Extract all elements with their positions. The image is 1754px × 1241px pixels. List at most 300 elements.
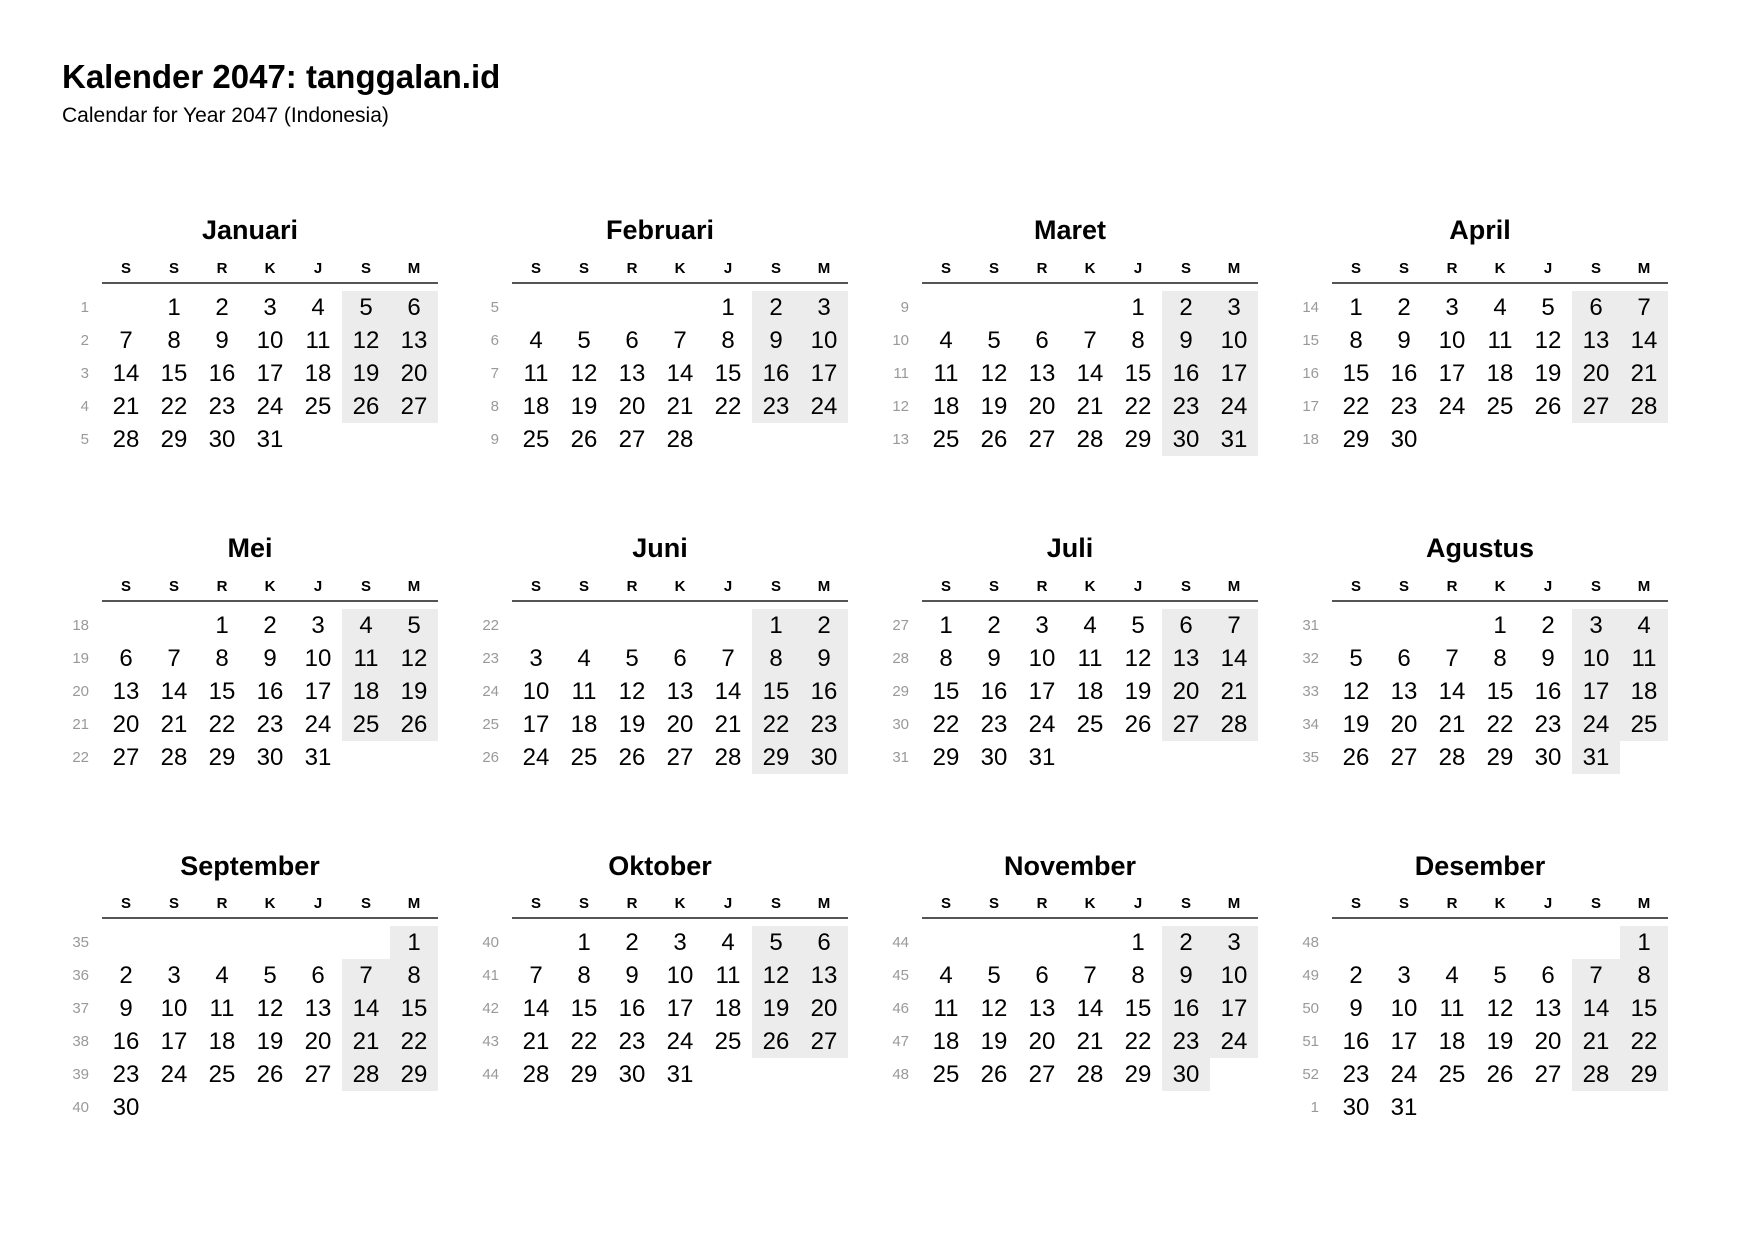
date-cell: 26 (256, 1061, 284, 1089)
week-number: 44 (482, 1066, 499, 1084)
date-cell: 27 (1028, 1061, 1056, 1089)
week-number: 22 (72, 748, 89, 766)
date-cell: 30 (618, 1061, 646, 1089)
date-cell: 17 (1572, 675, 1620, 708)
week-number: 36 (72, 967, 89, 985)
week-number: 18 (72, 616, 89, 634)
date-cell: 6 (1162, 609, 1210, 642)
date-cell: 20 (1162, 675, 1210, 708)
date-cell: 10 (522, 677, 550, 705)
date-cell: 7 (1572, 959, 1620, 992)
date-cell (1620, 741, 1668, 774)
date-cell: 29 (390, 1058, 438, 1091)
date-cell: 3 (167, 962, 181, 990)
date-cell: 18 (342, 675, 390, 708)
day-header: J (294, 893, 342, 919)
date-cell (198, 1091, 246, 1124)
month-table (1292, 893, 1668, 1124)
date-cell: 5 (1131, 611, 1145, 639)
date-cell (246, 1091, 294, 1124)
day-header: M (1620, 576, 1668, 602)
day-header: S (150, 576, 198, 602)
date-cell: 1 (1349, 293, 1363, 321)
day-header: J (1114, 576, 1162, 602)
date-cell: 30 (980, 743, 1008, 771)
month-desember (1292, 852, 1668, 1125)
date-cell: 15 (1124, 995, 1152, 1023)
day-header: S (1162, 576, 1210, 602)
month-juli (882, 534, 1258, 774)
date-cell: 15 (570, 995, 598, 1023)
date-cell: 8 (752, 642, 800, 675)
day-header: J (1524, 258, 1572, 284)
date-cell: 8 (1131, 962, 1145, 990)
date-cell: 15 (390, 992, 438, 1025)
week-number: 4 (80, 397, 89, 415)
date-cell (1572, 423, 1620, 456)
date-cell: 10 (1438, 326, 1466, 354)
day-header: J (294, 576, 342, 602)
week-number: 49 (1302, 967, 1319, 985)
week-number: 15 (1302, 331, 1319, 349)
day-header: S (1332, 576, 1380, 602)
date-cell: 8 (1131, 326, 1145, 354)
week-number: 48 (1302, 934, 1319, 952)
date-cell: 1 (939, 611, 953, 639)
page-title: Kalender 2047: tanggalan.id (62, 58, 501, 95)
date-cell: 12 (1486, 995, 1514, 1023)
date-cell: 27 (800, 1025, 848, 1058)
week-number: 32 (1302, 649, 1319, 667)
date-cell: 22 (570, 1028, 598, 1056)
date-cell: 23 (752, 390, 800, 423)
week-number: 37 (72, 1000, 89, 1018)
date-cell: 3 (1445, 293, 1459, 321)
date-cell (1428, 609, 1476, 642)
date-cell (560, 291, 608, 324)
date-cell: 28 (666, 425, 694, 453)
month-agustus (1292, 534, 1668, 774)
date-cell (1428, 423, 1476, 456)
day-header: S (1332, 893, 1380, 919)
date-cell (294, 926, 342, 959)
date-cell: 1 (721, 293, 735, 321)
week-number: 41 (482, 967, 499, 985)
month-title: Agustus (1426, 532, 1534, 563)
date-cell: 20 (112, 710, 140, 738)
date-cell (704, 423, 752, 456)
date-cell (390, 741, 438, 774)
date-cell: 28 (1620, 390, 1668, 423)
date-cell: 20 (1028, 392, 1056, 420)
date-cell: 18 (570, 710, 598, 738)
date-cell: 27 (1162, 708, 1210, 741)
week-number: 51 (1302, 1033, 1319, 1051)
month-februari (472, 216, 848, 456)
date-cell (1524, 1091, 1572, 1124)
date-cell: 29 (160, 425, 188, 453)
day-header: R (1428, 258, 1476, 284)
date-cell: 22 (1342, 392, 1370, 420)
date-cell: 29 (1620, 1058, 1668, 1091)
date-cell: 23 (1534, 710, 1562, 738)
week-number: 17 (1302, 397, 1319, 415)
date-cell (1428, 926, 1476, 959)
day-header: K (1066, 258, 1114, 284)
date-cell: 20 (390, 357, 438, 390)
date-cell: 14 (522, 995, 550, 1023)
day-header: S (1162, 258, 1210, 284)
date-cell: 29 (1486, 743, 1514, 771)
date-cell: 31 (1390, 1094, 1418, 1122)
date-cell: 6 (390, 291, 438, 324)
week-number-header (472, 576, 512, 609)
month-title: Januari (201, 215, 299, 246)
date-cell: 24 (1572, 708, 1620, 741)
date-cell: 26 (342, 390, 390, 423)
day-header: S (1332, 258, 1380, 284)
day-header: S (512, 576, 560, 602)
date-cell: 28 (714, 743, 742, 771)
day-header: R (608, 576, 656, 602)
week-number-header (62, 576, 102, 609)
date-cell: 21 (1210, 675, 1258, 708)
date-cell: 2 (625, 929, 639, 957)
date-cell (608, 291, 656, 324)
date-cell: 10 (800, 324, 848, 357)
date-cell: 4 (721, 929, 735, 957)
date-cell (150, 609, 198, 642)
date-cell: 31 (1210, 423, 1258, 456)
date-cell: 30 (1390, 425, 1418, 453)
date-cell: 18 (1076, 677, 1104, 705)
day-header: K (1066, 576, 1114, 602)
date-cell: 6 (1035, 962, 1049, 990)
day-header: R (608, 893, 656, 919)
date-cell (1572, 1091, 1620, 1124)
date-cell: 31 (1028, 743, 1056, 771)
date-cell: 2 (215, 293, 229, 321)
date-cell: 15 (1342, 359, 1370, 387)
date-cell: 3 (529, 644, 543, 672)
date-cell: 8 (939, 644, 953, 672)
date-cell: 15 (752, 675, 800, 708)
week-number: 21 (72, 715, 89, 733)
date-cell: 2 (987, 611, 1001, 639)
date-cell: 30 (1162, 423, 1210, 456)
date-cell (1332, 926, 1380, 959)
date-cell: 19 (980, 1028, 1008, 1056)
date-cell: 1 (577, 929, 591, 957)
date-cell (704, 609, 752, 642)
date-cell: 13 (1162, 642, 1210, 675)
date-cell (608, 609, 656, 642)
date-cell: 17 (1028, 677, 1056, 705)
date-cell: 19 (1534, 359, 1562, 387)
date-cell: 2 (1541, 611, 1555, 639)
date-cell: 1 (752, 609, 800, 642)
date-cell: 27 (390, 390, 438, 423)
date-cell: 25 (1620, 708, 1668, 741)
date-cell: 22 (1124, 1028, 1152, 1056)
date-cell: 17 (522, 710, 550, 738)
date-cell: 11 (1620, 642, 1668, 675)
week-number: 6 (490, 331, 499, 349)
date-cell: 8 (1620, 959, 1668, 992)
week-number: 40 (482, 934, 499, 952)
date-cell: 13 (112, 677, 140, 705)
date-cell: 24 (1028, 710, 1056, 738)
date-cell: 9 (1162, 324, 1210, 357)
date-cell: 14 (342, 992, 390, 1025)
date-cell: 11 (715, 962, 741, 990)
date-cell: 21 (160, 710, 188, 738)
date-cell: 17 (304, 677, 332, 705)
week-number: 34 (1302, 715, 1319, 733)
date-cell: 19 (1342, 710, 1370, 738)
week-number: 23 (482, 649, 499, 667)
date-cell: 26 (1124, 710, 1152, 738)
date-cell (1018, 291, 1066, 324)
month-table (62, 258, 438, 456)
date-cell: 11 (1439, 995, 1465, 1023)
day-header: J (294, 258, 342, 284)
date-cell: 21 (714, 710, 742, 738)
week-number: 46 (892, 1000, 909, 1018)
date-cell: 14 (666, 359, 694, 387)
date-cell: 11 (933, 995, 959, 1023)
day-header: S (1380, 576, 1428, 602)
week-number: 1 (80, 298, 89, 316)
date-cell: 4 (1083, 611, 1097, 639)
date-cell (1210, 1058, 1258, 1091)
date-cell: 13 (1390, 677, 1418, 705)
date-cell: 18 (1620, 675, 1668, 708)
week-number: 10 (892, 331, 909, 349)
day-header: S (752, 576, 800, 602)
date-cell: 26 (1342, 743, 1370, 771)
date-cell: 23 (112, 1061, 140, 1089)
date-cell: 13 (390, 324, 438, 357)
day-header: R (1018, 893, 1066, 919)
day-header: S (102, 893, 150, 919)
date-cell: 21 (1572, 1025, 1620, 1058)
date-cell: 10 (160, 995, 188, 1023)
date-cell: 26 (752, 1025, 800, 1058)
date-cell: 15 (1124, 359, 1152, 387)
date-cell: 10 (1028, 644, 1056, 672)
date-cell: 10 (256, 326, 284, 354)
date-cell: 3 (673, 929, 687, 957)
date-cell: 27 (304, 1061, 332, 1089)
date-cell: 28 (1210, 708, 1258, 741)
date-cell: 11 (1487, 326, 1513, 354)
date-cell: 16 (1162, 357, 1210, 390)
date-cell: 24 (256, 392, 284, 420)
date-cell: 9 (1349, 995, 1363, 1023)
week-number: 50 (1302, 1000, 1319, 1018)
week-number: 24 (482, 682, 499, 700)
week-number: 7 (490, 364, 499, 382)
month-table (1292, 576, 1668, 774)
date-cell: 9 (625, 962, 639, 990)
date-cell: 27 (1028, 425, 1056, 453)
date-cell: 2 (1397, 293, 1411, 321)
date-cell (656, 291, 704, 324)
date-cell: 9 (987, 644, 1001, 672)
month-title: November (1003, 850, 1137, 881)
day-header: R (1428, 893, 1476, 919)
date-cell (800, 1058, 848, 1091)
date-cell: 21 (522, 1028, 550, 1056)
date-cell: 11 (342, 642, 390, 675)
date-cell (1428, 1091, 1476, 1124)
date-cell (1066, 291, 1114, 324)
week-number: 43 (482, 1033, 499, 1051)
date-cell: 2 (800, 609, 848, 642)
date-cell (1380, 926, 1428, 959)
month-juni (472, 534, 848, 774)
month-oktober (472, 852, 848, 1125)
date-cell: 24 (1390, 1061, 1418, 1089)
date-cell: 28 (1438, 743, 1466, 771)
date-cell: 7 (342, 959, 390, 992)
day-header: J (1524, 893, 1572, 919)
date-cell: 1 (167, 293, 181, 321)
date-cell (1066, 926, 1114, 959)
date-cell: 3 (1035, 611, 1049, 639)
date-cell: 17 (666, 995, 694, 1023)
date-cell (1620, 1091, 1668, 1124)
date-cell (102, 291, 150, 324)
date-cell: 8 (390, 959, 438, 992)
day-header: M (1210, 576, 1258, 602)
date-cell: 28 (1572, 1058, 1620, 1091)
date-cell: 21 (342, 1025, 390, 1058)
date-cell: 7 (673, 326, 687, 354)
date-cell: 31 (256, 425, 284, 453)
month-title: Juli (1046, 532, 1094, 563)
date-cell: 7 (1083, 326, 1097, 354)
date-cell: 28 (1076, 1061, 1104, 1089)
day-header: M (1620, 258, 1668, 284)
date-cell (1332, 609, 1380, 642)
date-cell: 14 (160, 677, 188, 705)
month-title: Maret (1033, 215, 1107, 246)
date-cell: 20 (1534, 1028, 1562, 1056)
date-cell: 4 (939, 326, 953, 354)
date-cell (922, 926, 970, 959)
day-header: S (752, 258, 800, 284)
week-number: 35 (72, 934, 89, 952)
week-number-header (882, 893, 922, 926)
day-header: M (800, 258, 848, 284)
date-cell: 21 (666, 392, 694, 420)
date-cell (656, 609, 704, 642)
date-cell (1524, 423, 1572, 456)
day-header: S (1572, 576, 1620, 602)
date-cell: 25 (522, 425, 550, 453)
day-header: J (1114, 258, 1162, 284)
date-cell: 3 (263, 293, 277, 321)
date-cell: 13 (666, 677, 694, 705)
date-cell: 14 (1572, 992, 1620, 1025)
date-cell: 4 (1620, 609, 1668, 642)
date-cell: 23 (618, 1028, 646, 1056)
date-cell: 24 (666, 1028, 694, 1056)
date-cell: 27 (1572, 390, 1620, 423)
date-cell (1380, 609, 1428, 642)
date-cell (1476, 423, 1524, 456)
week-number: 33 (1302, 682, 1319, 700)
date-cell: 31 (666, 1061, 694, 1089)
week-number: 8 (490, 397, 499, 415)
date-cell: 17 (1210, 357, 1258, 390)
month-maret (882, 216, 1258, 456)
month-table (472, 258, 848, 456)
months-grid (62, 216, 1754, 1124)
date-cell: 24 (1438, 392, 1466, 420)
date-cell: 9 (800, 642, 848, 675)
date-cell: 25 (304, 392, 332, 420)
date-cell: 22 (714, 392, 742, 420)
week-number: 14 (1302, 298, 1319, 316)
date-cell: 25 (714, 1028, 742, 1056)
date-cell: 19 (342, 357, 390, 390)
date-cell: 21 (1076, 392, 1104, 420)
date-cell: 31 (304, 743, 332, 771)
day-header: M (1620, 893, 1668, 919)
date-cell (1572, 926, 1620, 959)
date-cell: 16 (1342, 1028, 1370, 1056)
week-number: 25 (482, 715, 499, 733)
month-table (62, 576, 438, 774)
date-cell: 6 (625, 326, 639, 354)
day-header: M (390, 258, 438, 284)
date-cell (390, 1091, 438, 1124)
date-cell: 9 (215, 326, 229, 354)
date-cell: 10 (666, 962, 694, 990)
date-cell: 24 (1210, 390, 1258, 423)
day-header: K (246, 258, 294, 284)
day-header: S (922, 576, 970, 602)
week-number: 13 (892, 430, 909, 448)
day-header: K (1476, 258, 1524, 284)
date-cell (970, 926, 1018, 959)
week-number: 31 (1302, 616, 1319, 634)
day-header: S (970, 258, 1018, 284)
date-cell: 13 (1028, 359, 1056, 387)
date-cell: 8 (215, 644, 229, 672)
date-cell (102, 926, 150, 959)
week-number: 11 (893, 364, 909, 382)
date-cell: 17 (1390, 1028, 1418, 1056)
week-number: 1 (1310, 1099, 1319, 1117)
date-cell: 18 (932, 392, 960, 420)
date-cell: 5 (625, 644, 639, 672)
date-cell: 10 (1210, 959, 1258, 992)
week-number: 12 (892, 397, 909, 415)
date-cell: 13 (1028, 995, 1056, 1023)
date-cell (1018, 926, 1066, 959)
date-cell: 7 (721, 644, 735, 672)
date-cell: 1 (390, 926, 438, 959)
date-cell: 16 (112, 1028, 140, 1056)
date-cell: 25 (570, 743, 598, 771)
date-cell: 18 (714, 995, 742, 1023)
month-table (62, 893, 438, 1124)
week-number: 38 (72, 1033, 89, 1051)
